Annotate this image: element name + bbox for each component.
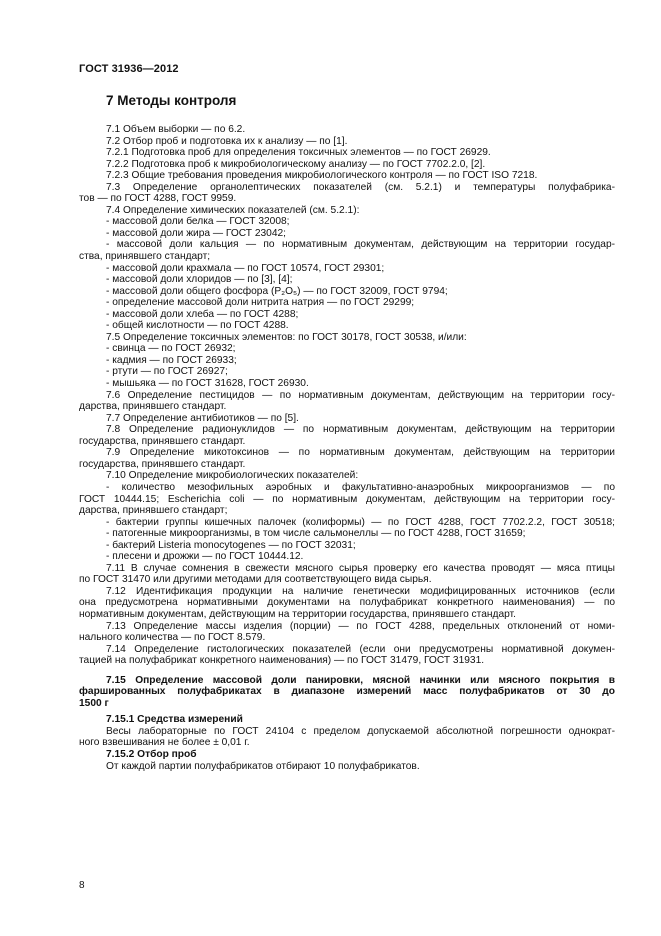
list-item: - определение массовой доли нитрита натрия — по ГОСТ 29299; bbox=[106, 297, 415, 309]
text-line: дарства, принявшего стандарт; bbox=[79, 505, 228, 517]
text-line: 7.11 В случае сомнения в свежести мясного сырья проверку его качества проводят — мяса птицы bbox=[106, 562, 615, 574]
subsection-title: фаршированных полуфабрикатах в диапазоне измерений масс полуфабрикатов от 30 до bbox=[79, 686, 615, 698]
text-line: ного взвешивания не более ± 0,01 г. bbox=[79, 737, 250, 749]
subsection-title: 7.15 Определение массовой доли панировки, мясной начинки или мясного покрытия в bbox=[106, 674, 615, 686]
list-item: - мышьяка — по ГОСТ 31628, ГОСТ 26930. bbox=[106, 378, 309, 390]
document-body bbox=[79, 124, 615, 772]
list-item: - кадмия — по ГОСТ 26933; bbox=[106, 354, 237, 366]
text-line: нального количества — по ГОСТ 8.579. bbox=[79, 632, 266, 644]
text-line: ства, принявшего стандарт; bbox=[79, 251, 211, 263]
text-line: нормативным документам, действующим на территории государства, принявшего стандарт. bbox=[79, 608, 516, 620]
section-title: 7 Методы контроля bbox=[106, 93, 237, 108]
text-line: она предусмотрена нормативными документами на полуфабрикат конкретного наименования) — по bbox=[79, 597, 615, 609]
text-line: тов — по ГОСТ 4288, ГОСТ 9959. bbox=[79, 193, 237, 205]
list-item: - массовой доли кальция — по нормативным документам, действующим на территории государ- bbox=[106, 239, 615, 251]
text-line: 7.4 Определение химических показателей (см. 5.2.1): bbox=[106, 204, 360, 216]
spacer bbox=[79, 667, 615, 675]
subsection-title: 7.15.2 Отбор проб bbox=[106, 748, 197, 760]
list-item: - количество мезофильных аэробных и факультативно-анаэробных микроорганизмов — по bbox=[106, 481, 615, 493]
page-number: 8 bbox=[79, 880, 85, 891]
list-item: - бактерий Listeria monocytogenes — по ГОСТ 32031; bbox=[106, 539, 356, 551]
text-line: 7.7 Определение антибиотиков — по [5]. bbox=[106, 412, 299, 424]
text-line: 7.2.1 Подготовка проб для определения токсичных элементов — по ГОСТ 26929. bbox=[106, 147, 491, 159]
list-item: - патогенные микроорганизмы, в том числе сальмонеллы — по ГОСТ 4288, ГОСТ 31659; bbox=[106, 528, 526, 540]
list-item: - общей кислотности — по ГОСТ 4288. bbox=[106, 320, 289, 332]
text-line: 7.9 Определение микотоксинов — по нормативным документам, действующим на территории bbox=[106, 447, 615, 459]
text-line: 7.2.3 Общие требования проведения микробиологического контроля — по ГОСТ ISO 7218. bbox=[106, 170, 538, 182]
text-line: дарства, принявшего стандарт. bbox=[79, 401, 227, 413]
list-item: - массовой доли общего фосфора (P₂O₅) — по ГОСТ 32009, ГОСТ 9794; bbox=[106, 285, 448, 297]
list-item: - свинца — по ГОСТ 26932; bbox=[106, 343, 236, 355]
text-line: государства, принявшего стандарт. bbox=[79, 435, 246, 447]
text-line: От каждой партии полуфабрикатов отбирают 10 полуфабрикатов. bbox=[106, 760, 420, 772]
text-line: Весы лабораторные по ГОСТ 24104 с пределом допускаемой абсолютной погрешности однократ- bbox=[106, 725, 615, 737]
list-item: - массовой доли хлеба — по ГОСТ 4288; bbox=[106, 308, 299, 320]
text-line: государства, принявшего стандарт. bbox=[79, 458, 246, 470]
text-line: 7.8 Определение радионуклидов — по нормативным документам, действующим на территории bbox=[106, 424, 615, 436]
text-line: 7.3 Определение органолептических показателей (см. 5.2.1) и температуры полуфабрика- bbox=[106, 181, 615, 193]
list-item: - массовой доли белка — ГОСТ 32008; bbox=[106, 216, 290, 228]
list-item: - массовой доли крахмала — по ГОСТ 10574, ГОСТ 29301; bbox=[106, 262, 385, 274]
subsection-title: 7.15.1 Средства измерений bbox=[106, 714, 243, 726]
text-line: по ГОСТ 31470 или другими методами для соответствующего вида сырья. bbox=[79, 574, 432, 586]
text-line: 7.1 Объем выборки — по 6.2. bbox=[106, 124, 246, 135]
list-item: - ртути — по ГОСТ 26927; bbox=[106, 366, 228, 378]
text-line: 7.10 Определение микробиологических показателей: bbox=[106, 470, 359, 482]
text-line: 7.12 Идентификация продукции на наличие генетически модифицированных источников (если bbox=[106, 585, 615, 597]
document-header: ГОСТ 31936—2012 bbox=[79, 63, 179, 75]
text-line: 7.13 Определение массы изделия (порции) — по ГОСТ 4288, предельных отклонений от номи- bbox=[106, 620, 615, 632]
text-line: 7.2.2 Подготовка проб к микробиологическому анализу — по ГОСТ 7702.2.0, [2]. bbox=[106, 158, 486, 170]
list-item: - плесени и дрожжи — по ГОСТ 10444.12. bbox=[106, 551, 304, 563]
list-item: - массовой доли жира — ГОСТ 23042; bbox=[106, 227, 286, 239]
text-line: 7.5 Определение токсичных элементов: по ГОСТ 30178, ГОСТ 30538, и/или: bbox=[106, 331, 467, 343]
subsection-title: 1500 г bbox=[79, 697, 109, 709]
text-line: 7.6 Определение пестицидов — по нормативным документам, действующим на территории госу- bbox=[106, 389, 615, 401]
text-line: тацией на полуфабрикат конкретного наименования) — по ГОСТ 31479, ГОСТ 31931. bbox=[79, 655, 485, 667]
text-line: ГОСТ 10444.15; Escherichia coli — по нормативным документам, действующим на территории госу- bbox=[79, 493, 615, 505]
list-item: - массовой доли хлоридов — по [3], [4]; bbox=[106, 274, 293, 286]
list-item: - бактерии группы кишечных палочек (колиформы) — по ГОСТ 4288, ГОСТ 7702.2.2, ГОСТ 30518; bbox=[106, 516, 615, 528]
text-line: 7.14 Определение гистологических показателей (если они предусмотрены нормативной докумен- bbox=[106, 643, 615, 655]
text-line: 7.2 Отбор проб и подготовка их к анализу — по [1]. bbox=[106, 135, 348, 147]
